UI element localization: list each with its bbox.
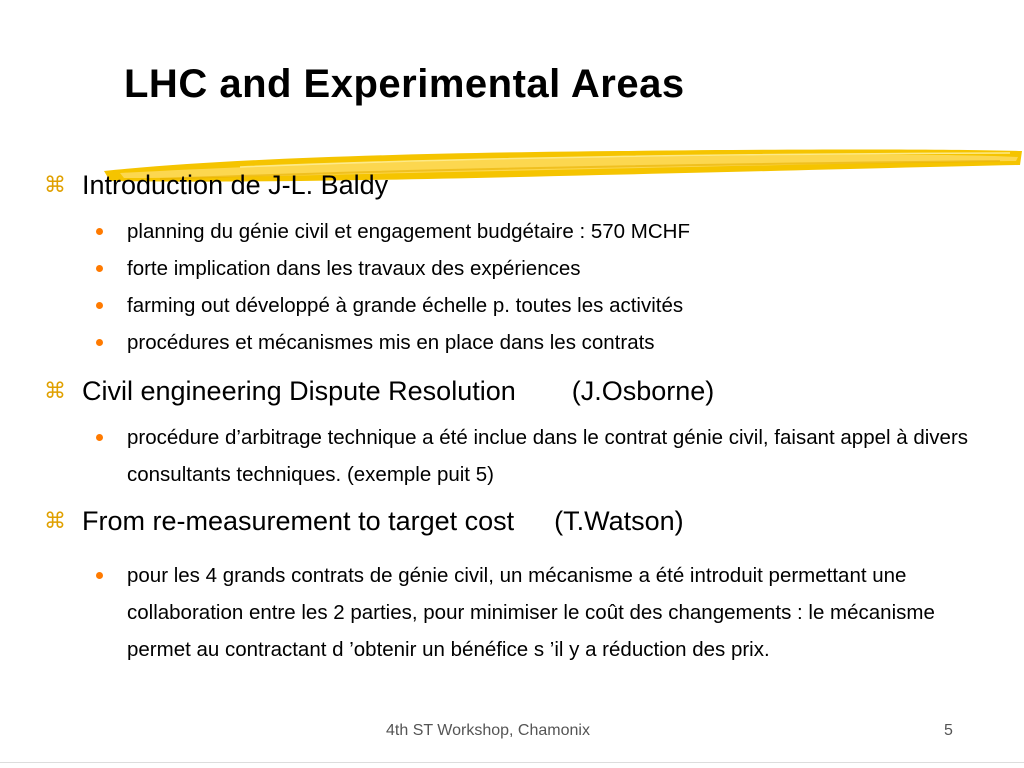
command-key-bullet-icon: ⌘ bbox=[44, 508, 66, 533]
bullet-item: procédure d’arbitrage technique a été inclue dans le contrat génie civil, faisant appel à divers consultants techniques. (exemple puit 5) bbox=[96, 419, 986, 493]
command-key-bullet-icon: ⌘ bbox=[44, 378, 66, 403]
bullet-dot-icon bbox=[96, 228, 103, 235]
bullet-dot-icon bbox=[96, 434, 103, 441]
footer-event: 4th ST Workshop, Chamonix bbox=[386, 722, 590, 739]
bullet-dot-icon bbox=[96, 572, 103, 579]
bottom-divider bbox=[0, 762, 1024, 763]
bullet-item: procédures et mécanismes mis en place dans les contrats bbox=[96, 324, 986, 361]
command-key-bullet-icon: ⌘ bbox=[44, 172, 66, 197]
bullet-dot-icon bbox=[96, 339, 103, 346]
bullet-dot-icon bbox=[96, 302, 103, 309]
section-presenter: (T.Watson) bbox=[554, 506, 684, 536]
bullet-dot-icon bbox=[96, 265, 103, 272]
bullet-item: farming out développé à grande échelle p. toutes les activités bbox=[96, 287, 986, 324]
section-heading-target-cost: ⌘ From re-measurement to target cost (T.Watson) bbox=[44, 506, 684, 536]
section-heading-introduction: ⌘ Introduction de J-L. Baldy bbox=[44, 170, 389, 200]
bullet-item: forte implication dans les travaux des expériences bbox=[96, 250, 986, 287]
page-number: 5 bbox=[944, 722, 953, 739]
slide-title: LHC and Experimental Areas bbox=[124, 62, 685, 106]
bullet-item: planning du génie civil et engagement budgétaire : 570 MCHF bbox=[96, 213, 986, 250]
section-heading-dispute-resolution: ⌘ Civil engineering Dispute Resolution (J.Osborne) bbox=[44, 376, 715, 406]
bullet-item: pour les 4 grands contrats de génie civil, un mécanisme a été introduit permettant une collaboration entre les 2 parties, pour minimiser le coût des changements : le mécanisme permet au contractant d ’obtenir un bénéfice s ’il y a réduction des prix. bbox=[96, 557, 986, 668]
section-presenter: (J.Osborne) bbox=[571, 376, 715, 406]
